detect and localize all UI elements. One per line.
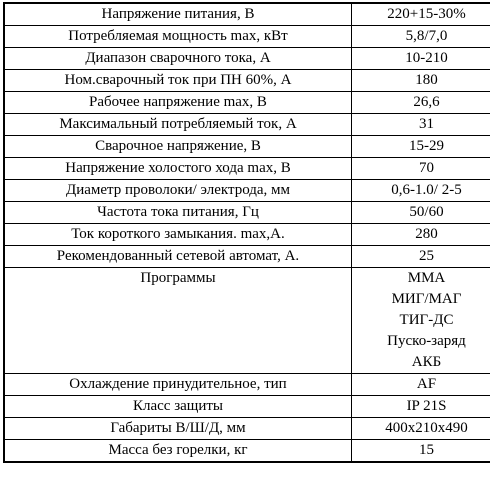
spec-table	[3, 2, 490, 463]
value-cell: 70	[352, 158, 490, 180]
param-cell: Масса без горелки, кг	[4, 440, 352, 463]
value-cell: 31	[352, 114, 490, 136]
program-item: АКБ	[411, 354, 442, 370]
value-cell: 15	[352, 440, 490, 463]
table-row	[4, 374, 490, 396]
param-cell: Габариты В/Ш/Д, мм	[4, 418, 352, 440]
param-cell: Рабочее напряжение max, В	[4, 92, 352, 114]
value-cell: 220+15-30%	[352, 3, 490, 26]
param-cell: Охлаждение принудительное, тип	[4, 374, 352, 396]
table-row	[4, 26, 490, 48]
param-cell: Сварочное напряжение, В	[4, 136, 352, 158]
table-row-programs	[4, 268, 490, 374]
value-cell: 180	[352, 70, 490, 92]
param-cell: Класс защиты	[4, 396, 352, 418]
param-cell: Программы	[4, 268, 352, 374]
value-cell: 10-210	[352, 48, 490, 70]
param-cell: Ток короткого замыкания. max,А.	[4, 224, 352, 246]
program-item: Пуско-заряд	[387, 333, 466, 349]
value-cell: 5,8/7,0	[352, 26, 490, 48]
table-row	[4, 70, 490, 92]
param-cell: Напряжение холостого хода max, В	[4, 158, 352, 180]
table-row	[4, 92, 490, 114]
param-cell: Частота тока питания, Гц	[4, 202, 352, 224]
param-cell: Рекомендованный сетевой автомат, А.	[4, 246, 352, 268]
param-cell: Напряжение питания, В	[4, 3, 352, 26]
value-cell: 50/60	[352, 202, 490, 224]
param-cell: Потребляемая мощность max, кВт	[4, 26, 352, 48]
value-cell: 26,6	[352, 92, 490, 114]
programs-list	[352, 268, 490, 374]
table-row	[4, 418, 490, 440]
value-cell: 0,6-1.0/ 2-5	[352, 180, 490, 202]
table-row	[4, 48, 490, 70]
program-item: ММА	[407, 270, 446, 286]
table-row	[4, 3, 490, 26]
param-cell: Диапазон сварочного тока, А	[4, 48, 352, 70]
table-row	[4, 440, 490, 463]
value-cell: 400x210x490	[352, 418, 490, 440]
value-cell: 25	[352, 246, 490, 268]
value-cell: AF	[352, 374, 490, 396]
table-row	[4, 202, 490, 224]
table-row	[4, 180, 490, 202]
param-cell: Максимальный потребляемый ток, А	[4, 114, 352, 136]
program-item: МИГ/МАГ	[391, 291, 462, 307]
table-row	[4, 224, 490, 246]
table-row	[4, 246, 490, 268]
param-cell: Ном.сварочный ток при ПН 60%, А	[4, 70, 352, 92]
value-cell: 15-29	[352, 136, 490, 158]
table-row	[4, 136, 490, 158]
value-cell: IP 21S	[352, 396, 490, 418]
program-item: ТИГ-ДС	[399, 312, 454, 328]
param-cell: Диаметр проволоки/ электрода, мм	[4, 180, 352, 202]
table-row	[4, 114, 490, 136]
value-cell: 280	[352, 224, 490, 246]
table-row	[4, 396, 490, 418]
table-row	[4, 158, 490, 180]
